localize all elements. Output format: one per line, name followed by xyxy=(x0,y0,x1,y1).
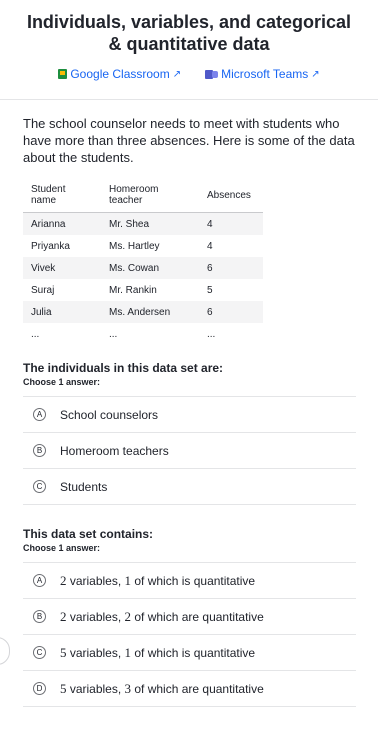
table-cell: Mr. Shea xyxy=(101,213,199,236)
choice-text: variables, xyxy=(66,573,125,588)
table-row xyxy=(23,257,263,279)
choice-text: of which is quantitative xyxy=(131,645,256,660)
table-cell: Priyanka xyxy=(31,240,70,252)
math-number: 1 xyxy=(124,644,132,660)
google-classroom-label: Google Classroom xyxy=(70,67,170,81)
choice-c[interactable] xyxy=(23,635,356,671)
choice-letter: A xyxy=(33,574,46,587)
choice-letter: B xyxy=(33,444,46,457)
choice-letter: B xyxy=(33,610,46,623)
table-cell: ... xyxy=(31,328,40,340)
choice-letter: A xyxy=(33,408,46,421)
table-cell: Vivek xyxy=(23,257,101,279)
table-cell: 6 xyxy=(199,301,263,323)
math-number: 3 xyxy=(124,680,132,696)
table-cell: Ms. Cowan xyxy=(101,257,199,279)
choice-d[interactable] xyxy=(23,671,356,707)
table-cell: Ms. Andersen xyxy=(101,301,199,323)
table-row xyxy=(23,235,263,257)
table-cell: Ms. Hartley xyxy=(109,240,160,252)
table-cell: ... xyxy=(207,328,216,340)
choice-text: of which are quantitative xyxy=(131,681,264,696)
choice-text: variables, xyxy=(66,681,125,696)
question-1-title: The individuals in this data set are: xyxy=(23,361,224,375)
choice-letter: C xyxy=(33,646,46,659)
choice-label xyxy=(60,573,255,589)
choice-b[interactable] xyxy=(23,599,356,635)
table-cell: ... xyxy=(109,328,118,340)
choice-letter: D xyxy=(33,682,46,695)
table-cell: 4 xyxy=(207,240,213,252)
microsoft-teams-label: Microsoft Teams xyxy=(221,67,309,81)
table-cell: Julia xyxy=(23,301,101,323)
choice-label: Homeroom teachers xyxy=(60,443,169,458)
choice-label xyxy=(60,609,264,625)
question-prompt: The school counselor needs to meet with students who have more than three absences. Here is some of the data about the students. xyxy=(23,116,355,165)
choice-text: of which are quantitative xyxy=(131,609,264,624)
math-number: 5 xyxy=(60,680,67,696)
microsoft-teams-icon xyxy=(205,69,218,80)
column-header: Absences xyxy=(207,189,251,201)
external-link-icon: ↗ xyxy=(172,68,182,80)
table-cell: 5 xyxy=(207,284,213,296)
google-classroom-icon xyxy=(58,69,67,79)
external-link-icon: ↗ xyxy=(311,68,320,80)
choice-label: Students xyxy=(60,479,108,494)
math-number: 2 xyxy=(124,608,132,624)
choice-a[interactable] xyxy=(23,563,356,599)
math-number: 5 xyxy=(60,644,67,660)
question-2-instruction: Choose 1 answer: xyxy=(23,543,101,553)
share-links xyxy=(0,67,378,81)
side-panel-handle[interactable] xyxy=(0,637,10,665)
header-divider xyxy=(0,99,378,100)
question-2-title: This data set contains: xyxy=(23,527,154,541)
table-cell: Suraj xyxy=(31,284,55,296)
choice-label xyxy=(60,645,255,661)
choice-text: variables, xyxy=(66,609,125,624)
table-cell: Arianna xyxy=(23,213,101,236)
page-title: Individuals, variables, and categorical & quantitative data xyxy=(26,12,352,54)
choice-text: variables, xyxy=(66,645,125,660)
question-2-choices xyxy=(23,562,356,707)
question-1-instruction: Choose 1 answer: xyxy=(23,377,101,387)
choice-b[interactable] xyxy=(23,433,356,469)
student-data-table xyxy=(23,184,263,345)
choice-text: of which is quantitative xyxy=(131,573,256,588)
choice-letter: C xyxy=(33,480,46,493)
table-row xyxy=(23,323,263,345)
choice-c[interactable] xyxy=(23,469,356,505)
table-row xyxy=(23,213,263,236)
table-row xyxy=(23,279,263,301)
choice-label: School counselors xyxy=(60,407,159,422)
table-cell: Mr. Rankin xyxy=(109,284,157,296)
math-number: 2 xyxy=(60,608,67,624)
column-header: Student name xyxy=(31,184,66,206)
math-number: 2 xyxy=(60,572,67,588)
question-1-choices xyxy=(23,396,356,505)
math-number: 1 xyxy=(124,572,132,588)
google-classroom-link[interactable] xyxy=(58,67,181,81)
table-header-row xyxy=(23,184,263,213)
choice-a[interactable] xyxy=(23,397,356,433)
choice-label xyxy=(60,681,264,697)
table-cell: 6 xyxy=(199,257,263,279)
table-cell: 4 xyxy=(199,213,263,236)
microsoft-teams-link[interactable] xyxy=(205,67,320,81)
table-row xyxy=(23,301,263,323)
column-header: Homeroom teacher xyxy=(109,184,159,206)
exercise-header xyxy=(0,0,378,81)
